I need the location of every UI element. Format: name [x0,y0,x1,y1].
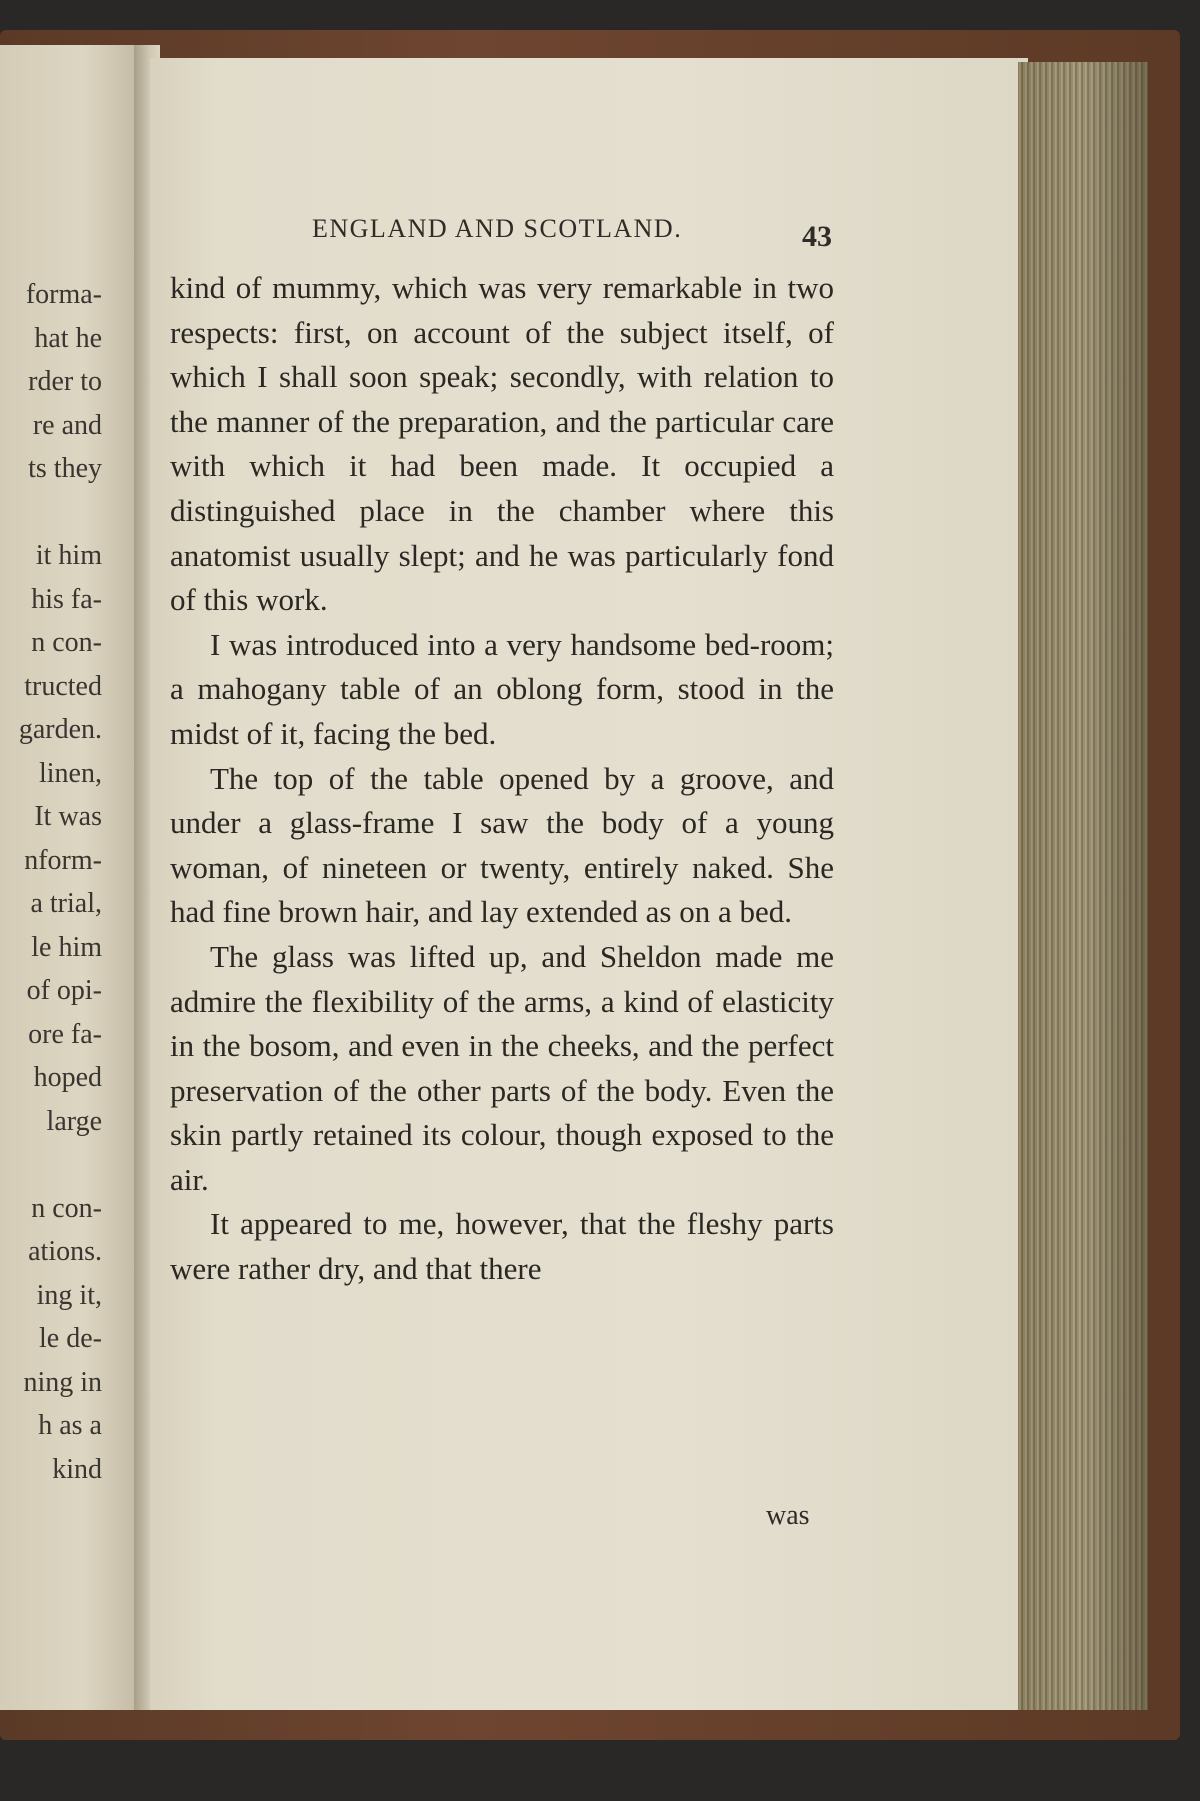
page-number: 43 [802,220,832,253]
page-edges-shade [1018,62,1148,1710]
paragraph: The glass was lifted up, and Sheldon made me admire the flexibility of the arms, a kind of elasticity in the bosom, and even in the cheeks, and the perfect preservation of the other parts of the body. Even the skin partly retained its colour, though exposed to the air. [170,938,834,1197]
left-page [0,45,138,1710]
catchword: was [766,1500,810,1531]
paragraph: I was introduced into a very handsome bed-room; a mahogany table of an oblong form, stood in the midst of it, facing the bed. [170,626,834,751]
paragraph: kind of mummy, which was very remarkable in two respects: first, on account of the subject itself, of which I shall soon speak; secondly, with relation to the manner of the preparation, and the particular care with which it had been made. It occupied a distinguished place in the chamber where this anatomist usually slept; and he was particularly fond of this work. [170,270,834,618]
left-page-text: forma- hat he rder to re and ts they it him his fa- n con- tructed garden. linen, It was nform- a trial, le him of opi- ore fa- hoped large n con- ations. ing it, le de- ning in h as a kind [18,279,102,1485]
running-head: ENGLAND AND SCOTLAND. [312,214,683,243]
paragraph: It appeared to me, however, that the fleshy parts were rather dry, and that there [170,1206,834,1287]
body-text [170,266,834,1292]
paragraph: The top of the table opened by a groove, and under a glass-frame I saw the body of a young woman, of nineteen or twenty, entirely naked. She had fine brown hair, and lay extended as on a bed. [170,760,834,930]
